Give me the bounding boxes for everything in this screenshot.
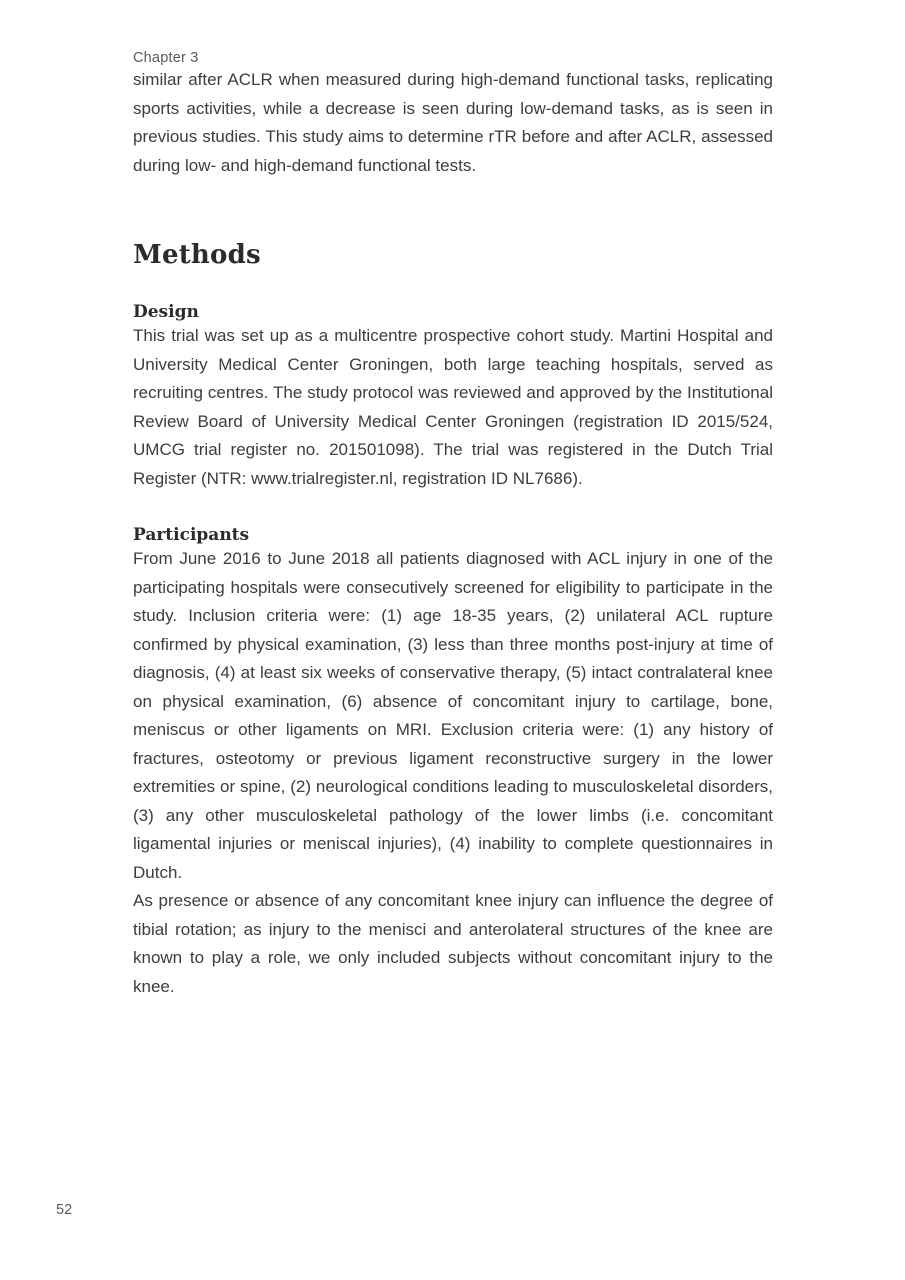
text-column <box>133 0 773 1001</box>
page-number: 52 <box>56 1202 73 1218</box>
subsection-title-design: Design <box>133 302 199 322</box>
intro-paragraph: similar after ACLR when measured during high-demand functional tasks, replicating sports activities, while a decrease is seen during low-demand tasks, as is seen in previous studies. This study aims to determine rTR before and after ACLR, assessed during low- and high-demand functional tests. <box>133 70 773 175</box>
running-header: Chapter 3 <box>133 50 199 66</box>
section-title-methods: Methods <box>133 240 261 270</box>
participants-paragraph-1: From June 2016 to June 2018 all patients diagnosed with ACL injury in one of the participating hospitals were consecutively screened for eligibility to participate in the study. Inclusion criteria were: (1) age 18-35 years, (2) unilateral ACL rupture confirmed by physical examination, (3) less than three months post-injury at time of diagnosis, (4) at least six weeks of conservative therapy, (5) intact contralateral knee on physical examination, (6) absence of concomitant injury to cartilage, bone, meniscus or other ligaments on MRI. Exclusion criteria were: (1) any history of fractures, osteotomy or previous ligament reconstructive surgery in the lower extremities or spine, (2) neurological conditions leading to musculoskeletal disorders, (3) any other musculoskeletal pathology of the lower limbs (i.e. concomitant ligamental injuries or meniscal injuries), (4) inability to complete questionnaires in Dutch. <box>133 549 773 882</box>
participants-paragraph-2: As presence or absence of any concomitant knee injury can influence the degree of tibial rotation; as injury to the menisci and anterolateral structures of the knee are known to play a role, we only included subjects without concomitant injury to the knee. <box>133 891 773 996</box>
design-paragraph: This trial was set up as a multicentre prospective cohort study. Martini Hospital and University Medical Center Groningen, both large teaching hospitals, served as recruiting centres. The study protocol was reviewed and approved by the Institutional Review Board of University Medical Center Groningen (registration ID 2015/524, UMCG trial register no. 201501098). The trial was registered in the Dutch Trial Register (NTR: www.trialregister.nl, registration ID NL7686). <box>133 326 773 488</box>
subsection-title-participants: Participants <box>133 525 250 545</box>
